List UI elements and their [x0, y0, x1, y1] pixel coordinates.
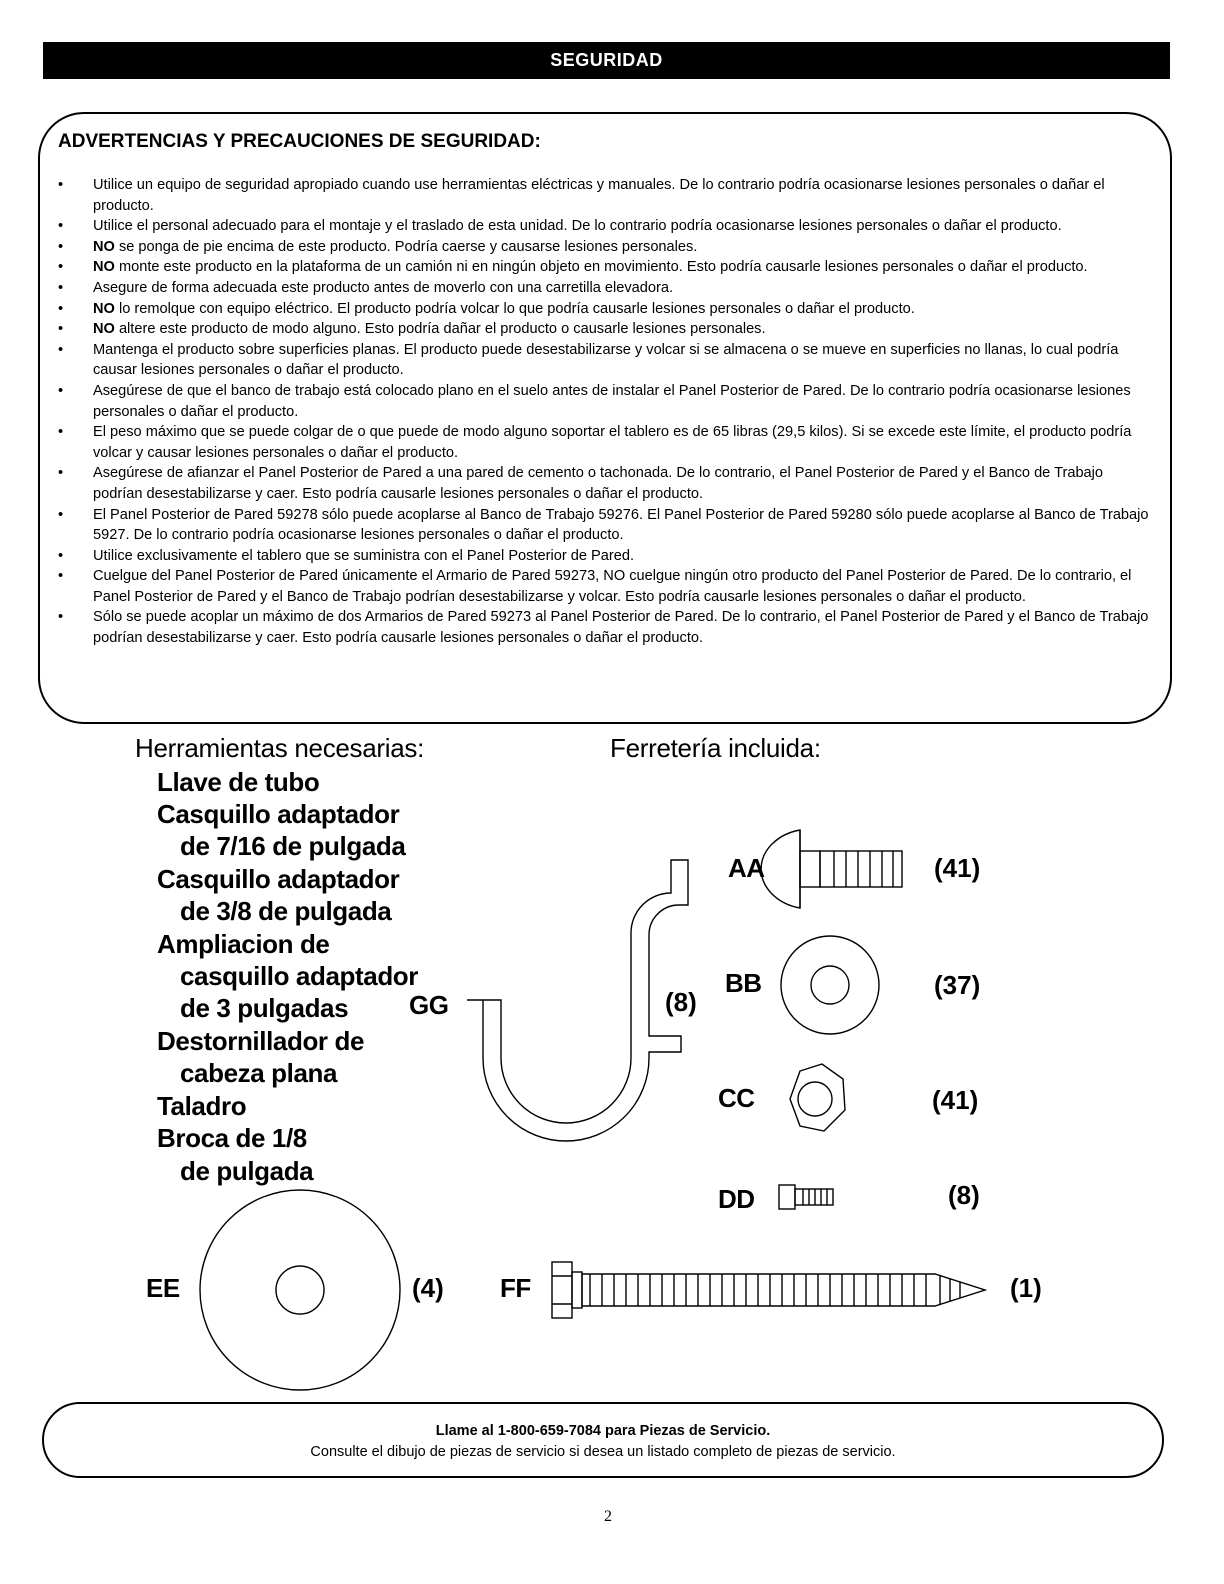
tools-title: Herramientas necesarias: — [135, 733, 425, 763]
warning-text: Asegúrese de afianzar el Panel Posterior de Pared a una pared de cemento o tachonada. De lo contrario, el Panel Posterior de Pared y el Banco de Trabajo podrían desestabilizarse y caer. Esto podría causarle lesiones personales o dañar el producto. — [93, 465, 1104, 502]
page-number: 2 — [604, 1508, 612, 1525]
large-washer-icon — [200, 1190, 400, 1390]
warning-text: El peso máximo que se puede colgar de o que puede de modo alguno soportar el tablero es de 65 libras (29,5 kilos). Si se excede este límite, el producto podría volcar y causar lesiones personales o dañar el producto. — [93, 424, 1132, 461]
service-info-text: Consulte el dibujo de piezas de servicio si desea un listado completo de piezas de servicio. — [310, 1444, 896, 1460]
warning-text: Asegúrese de que el banco de trabajo está colocado plano en el suelo antes de instalar el Panel Posterior de Pared. De lo contrario podría ocasionarse lesiones personales o dañar el producto. — [93, 382, 1131, 420]
section-title: SEGURIDAD — [550, 50, 663, 70]
warnings-title: ADVERTENCIAS Y PRECAUCIONES DE SEGURIDAD: — [58, 131, 541, 152]
lag-screw-icon — [552, 1262, 985, 1318]
hex-nut-icon — [790, 1064, 845, 1131]
hardware-label-cc: CC — [718, 1083, 755, 1113]
hardware-title: Ferretería incluida: — [610, 733, 821, 763]
warning-lead: NO — [93, 259, 115, 276]
tool-line: casquillo adaptador — [180, 961, 419, 991]
hardware-qty-cc: (41) — [932, 1085, 979, 1115]
hardware-label-ee: EE — [146, 1273, 180, 1303]
tool-line: Casquillo adaptador — [157, 864, 400, 894]
warning-text: Utilice un equipo de seguridad apropiado cuando use herramientas eléctricas y manuales. De lo contrario podría ocasionarse lesiones personales o dañar el producto. — [93, 177, 1105, 214]
tool-line: cabeza plana — [180, 1058, 338, 1088]
tool-line: de pulgada — [180, 1156, 314, 1186]
hook-icon — [467, 860, 688, 1141]
warning-text: se ponga de pie encima de este producto. Podría caerse y causarse lesiones personales. — [114, 238, 698, 255]
hardware-qty-aa: (41) — [934, 853, 981, 883]
tool-line: Llave de tubo — [157, 767, 320, 797]
warning-text: Asegure de forma adecuada este producto antes de moverlo con una carretilla elevadora. — [93, 279, 674, 296]
hardware-label-dd: DD — [718, 1184, 755, 1214]
warning-text: lo remolque con equipo eléctrico. El producto podría volcar lo que podría causarle lesiones personales o dañar el producto. — [114, 300, 915, 317]
tool-line: de 7/16 de pulgada — [180, 831, 406, 861]
warning-text: Utilice exclusivamente el tablero que se suministra con el Panel Posterior de Pared. — [93, 547, 635, 564]
hardware-qty-ff: (1) — [1010, 1273, 1042, 1303]
warning-text: altere este producto de modo alguno. Esto podría dañar el producto o causarle lesiones personales. — [114, 321, 766, 338]
tool-line: Taladro — [157, 1091, 247, 1121]
tool-line: Destornillador de — [157, 1026, 365, 1056]
tool-line: Casquillo adaptador — [157, 799, 400, 829]
warning-text: Cuelgue del Panel Posterior de Pared únicamente el Armario de Pared 59273, NO cuelgue ningún otro producto del Panel Posterior de Pared. De lo contrario, el Panel Posterior de Pared y el Banco de Trabajo podrían desestabilizarse y volcar. Esto podría causarle lesiones personales o dañar el producto. — [93, 568, 1132, 605]
tool-line: de 3/8 de pulgada — [180, 896, 392, 926]
hardware-qty-bb: (37) — [934, 970, 981, 1000]
tool-line: de 3 pulgadas — [180, 993, 349, 1023]
warning-lead: NO — [93, 300, 115, 317]
tool-line: Ampliacion de — [157, 929, 330, 959]
warning-text: Mantenga el producto sobre superficies planas. El producto puede desestabilizarse y volcar si se almacena o se mueve en superficies no llanas, lo cual podría causar lesiones personales o dañar el producto. — [93, 341, 1119, 379]
tool-line: Broca de 1/8 — [157, 1123, 307, 1153]
service-phone-text: Llame al 1-800-659-7084 para Piezas de Servicio. — [435, 1423, 771, 1439]
warning-text: Utilice el personal adecuado para el montaje y el traslado de esta unidad. De lo contrario podría ocasionarse lesiones personales o dañar el producto. — [93, 218, 1062, 235]
warning-text: El Panel Posterior de Pared 59278 sólo puede acoplarse al Banco de Trabajo 59276. El Panel Posterior de Pared 59280 sólo puede acoplarse al Banco de Trabajo 5927. De lo contrario podría ocasionarse lesiones personales o dañar el producto. — [93, 506, 1149, 544]
carriage-bolt-icon — [761, 830, 902, 908]
hardware-qty-ee: (4) — [412, 1273, 444, 1303]
small-bolt-icon — [779, 1185, 833, 1209]
hardware-label-ff: FF — [500, 1273, 531, 1303]
hardware-qty-gg: (8) — [665, 987, 697, 1017]
warning-lead: NO — [93, 321, 115, 338]
warning-text: Sólo se puede acoplar un máximo de dos Armarios de Pared 59273 al Panel Posterior de Pared. De lo contrario, el Panel Posterior de Pared y el Banco de Trabajo podrían desestabilizarse y caer. Esto podría causarle lesiones personales o dañar el producto. — [93, 609, 1149, 647]
washer-icon — [781, 936, 879, 1034]
hardware-qty-dd: (8) — [948, 1180, 980, 1210]
warning-lead: NO — [93, 238, 115, 255]
service-parts-box — [42, 1402, 1164, 1478]
warning-text: monte este producto en la plataforma de un camión ni en ningún objeto en movimiento. Esto podría causarle lesiones personales o dañar el producto. — [114, 259, 1088, 276]
hardware-label-aa: AA — [728, 853, 765, 883]
hardware-label-bb: BB — [725, 968, 762, 998]
hardware-label-gg: GG — [409, 990, 449, 1020]
